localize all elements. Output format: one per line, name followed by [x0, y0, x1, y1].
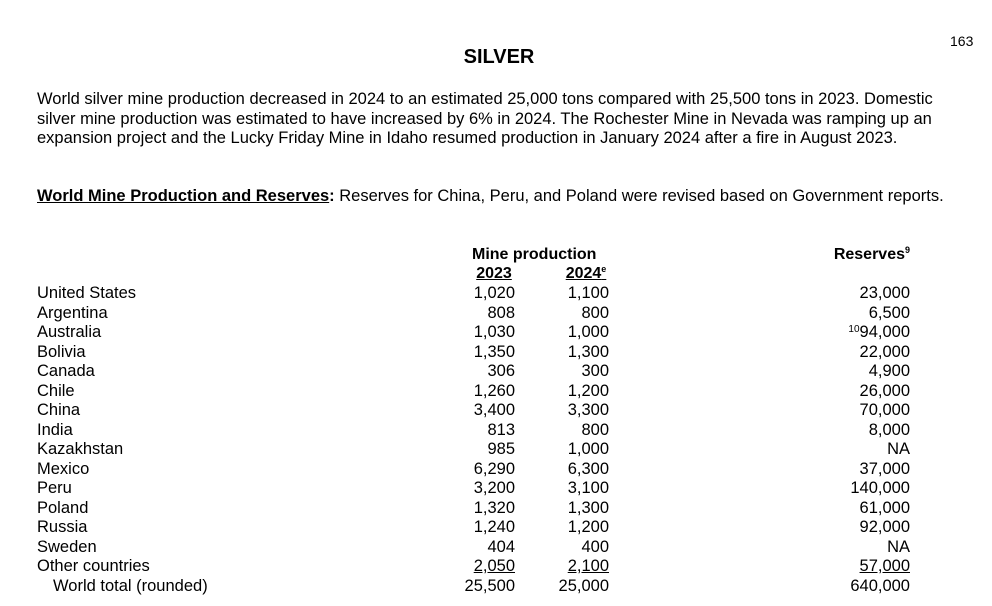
production-2024: 3,300	[567, 401, 609, 419]
header-year-2024-label: 2024	[565, 265, 602, 282]
reserves-value	[887, 538, 910, 558]
section-text: Reserves for China, Peru, and Poland were revised based on Government reports.	[334, 187, 944, 205]
table-row	[0, 440, 992, 460]
reserves-value	[860, 499, 910, 519]
reserves-value	[869, 304, 910, 324]
reserves-value	[887, 440, 910, 460]
table-total-row	[0, 577, 992, 597]
section-heading-colon: :	[329, 187, 335, 205]
production-2024: 1,000	[567, 440, 609, 458]
intro-paragraph: World silver mine production decreased in 2024 to an estimated 25,000 tons compared with 25,500 tons in 2023. Domestic silver mine production was estimated to have increased by 6% in 2024. The Rochester Mine in Nevada was ramping up an expansion project and the Lucky Friday Mine in Idaho resumed production in January 2024 after a fire in August 2023.	[37, 90, 933, 147]
reserves-value	[860, 401, 910, 421]
reserves-value	[850, 479, 910, 499]
table-row	[0, 460, 992, 480]
production-2023: 1,030	[473, 323, 515, 341]
production-2024: 800	[581, 303, 609, 322]
reserves-number: 8,000	[868, 420, 910, 439]
production-2023: 1,260	[473, 381, 515, 400]
reserves-value	[869, 421, 910, 441]
header-reserves-footnote: 9	[904, 245, 910, 255]
header-year-2024-estimate-mark: e	[601, 264, 607, 274]
production-2024: 25,000	[558, 576, 609, 595]
reserves-value	[860, 343, 910, 363]
page-title: SILVER	[463, 46, 535, 68]
section-heading: World Mine Production and Reserves	[37, 187, 330, 205]
country-name: Poland	[37, 498, 89, 517]
country-name: Other countries	[37, 557, 150, 575]
production-2023: 1,020	[473, 284, 515, 302]
production-2023: 1,240	[473, 518, 515, 536]
reserves-number: 22,000	[859, 342, 910, 361]
reserves-number: 140,000	[850, 479, 910, 497]
reserves-value	[860, 557, 910, 577]
production-2024: 1,300	[567, 342, 609, 361]
country-name: China	[37, 401, 81, 419]
production-2024: 1,300	[567, 498, 609, 517]
reserves-value	[860, 460, 910, 480]
table-row	[0, 499, 992, 519]
production-2023: 813	[487, 420, 515, 439]
reserves-number: 92,000	[859, 518, 910, 536]
table-row	[0, 401, 992, 421]
production-2023: 3,400	[473, 401, 515, 419]
production-2023: 2,050	[473, 557, 515, 575]
production-2024: 1,200	[567, 518, 609, 536]
table-row	[0, 538, 992, 558]
reserves-number: 70,000	[859, 401, 910, 419]
table-row	[0, 304, 992, 324]
table-row	[0, 479, 992, 499]
production-2023: 1,350	[473, 342, 515, 361]
country-name: Argentina	[37, 303, 108, 322]
reserves-value	[860, 284, 910, 304]
production-2023: 985	[487, 440, 515, 458]
country-name: Peru	[37, 479, 72, 497]
reserves-number: 94,000	[859, 323, 910, 341]
reserves-value	[869, 362, 910, 382]
production-2023: 306	[487, 362, 515, 380]
production-2024: 1,200	[567, 381, 609, 400]
table-row	[0, 421, 992, 441]
table-row	[0, 323, 992, 343]
production-2024: 300	[581, 362, 609, 380]
header-reserves	[834, 245, 910, 265]
table-row	[0, 382, 992, 402]
page-number: 163	[950, 33, 974, 49]
production-2024: 6,300	[567, 459, 609, 478]
country-name: Mexico	[37, 459, 90, 478]
reserves-number: 640,000	[850, 576, 910, 595]
reserves-number: NA	[887, 440, 910, 458]
production-2023: 25,500	[464, 576, 515, 595]
production-2024: 1,100	[567, 284, 609, 302]
table-row	[0, 343, 992, 363]
reserves-number: 61,000	[859, 498, 910, 517]
reserves-footnote-mark: 10	[848, 324, 860, 335]
country-name: Kazakhstan	[37, 440, 124, 458]
country-name: Sweden	[37, 537, 97, 556]
section-paragraph	[37, 187, 972, 207]
country-name: Canada	[37, 362, 95, 380]
table-row	[0, 518, 992, 538]
header-year-2024	[563, 264, 609, 284]
production-2024: 400	[581, 537, 609, 556]
table-row	[0, 362, 992, 382]
table-row	[0, 557, 992, 577]
reserves-number: 37,000	[859, 459, 910, 478]
header-reserves-label: Reserves	[833, 246, 905, 263]
production-2023: 404	[487, 537, 515, 556]
production-2024: 800	[581, 420, 609, 439]
country-name: Chile	[37, 381, 75, 400]
reserves-value	[848, 323, 910, 343]
country-name: India	[37, 420, 73, 439]
reserves-number: 6,500	[868, 303, 910, 322]
production-2024: 1,000	[567, 323, 609, 341]
country-name: Australia	[37, 323, 102, 341]
production-2024: 2,100	[567, 557, 609, 575]
reserves-number: 57,000	[859, 557, 910, 575]
production-2023: 1,320	[473, 498, 515, 517]
reserves-value	[860, 382, 910, 402]
reserves-number: 4,900	[868, 362, 910, 380]
country-name: World total (rounded)	[53, 576, 208, 595]
production-2023: 6,290	[473, 459, 515, 478]
reserves-number: 23,000	[859, 284, 910, 302]
production-2023: 808	[487, 303, 515, 322]
reserves-number: NA	[887, 537, 910, 556]
reserves-value	[850, 577, 910, 597]
country-name: Russia	[37, 518, 88, 536]
reserves-number: 26,000	[859, 381, 910, 400]
header-year-2023: 2023	[476, 265, 512, 282]
production-2023: 3,200	[473, 479, 515, 497]
country-name: United States	[37, 284, 137, 302]
header-mine-production: Mine production	[472, 246, 597, 263]
reserves-value	[860, 518, 910, 538]
table-row	[0, 284, 992, 304]
country-name: Bolivia	[37, 342, 86, 361]
production-table	[0, 284, 992, 596]
production-2024: 3,100	[567, 479, 609, 497]
